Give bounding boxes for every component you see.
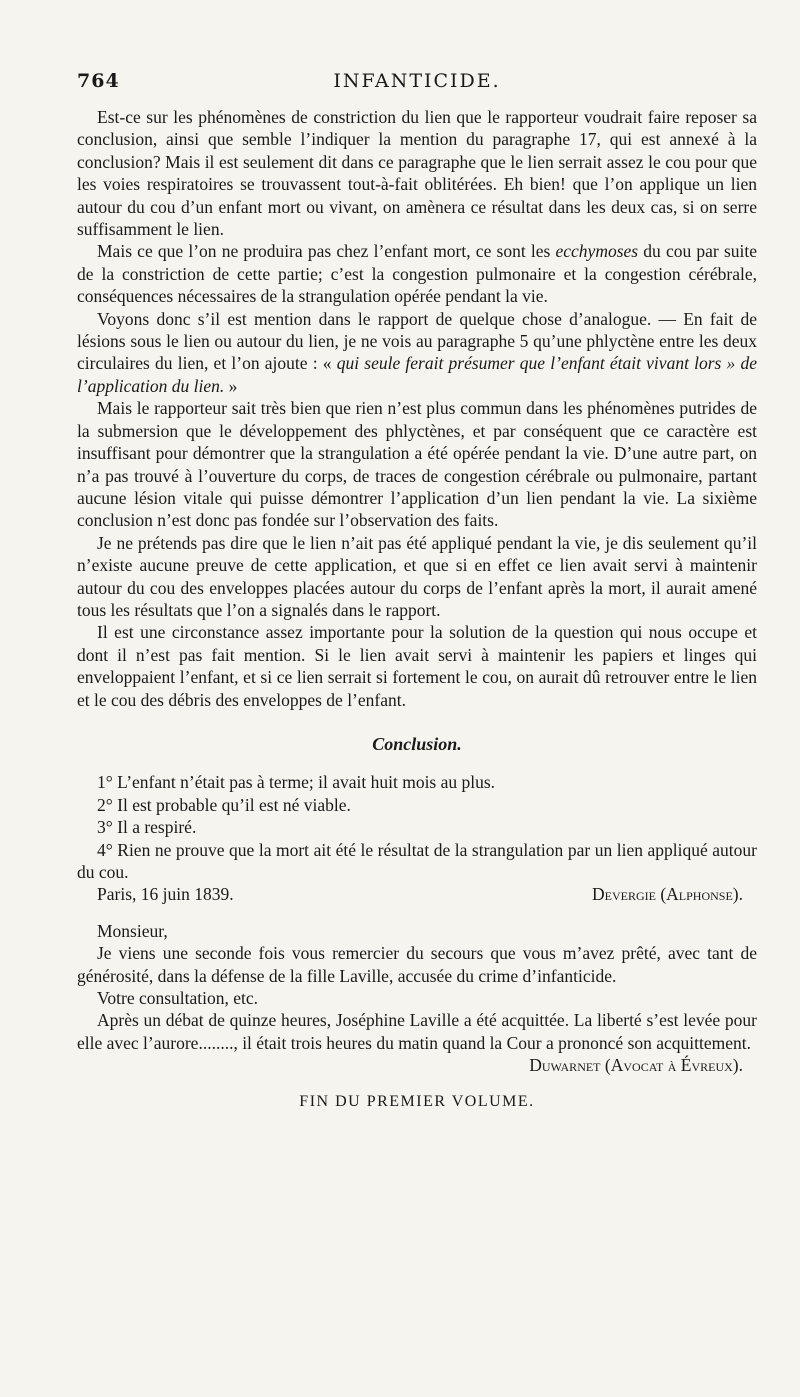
- signatory-name: Devergie (Alphonse).: [591, 884, 743, 905]
- paragraph-1: Est-ce sur les phénomènes de constriction du lien que le rapporteur voudrait faire reposer sa conclusion, ainsi que semble l’indiquer la mention du paragraphe 17, qui est annexé à la conclusion? Mais il est seulement dit dans ce paragraphe que le lien serrait assez le cou pour que les voies respiratoires se trouvassent tout-à-fait oblitérées. Eh bien! que l’on applique un lien autour du cou d’un enfant mort ou vivant, on amènera ce résultat dans les deux cas, si on serre suffisamment le lien.: [77, 107, 757, 240]
- page-number: 764: [77, 70, 120, 92]
- page-body: [77, 106, 757, 1113]
- place-date: Paris, 16 juin 1839.: [97, 884, 234, 905]
- conclusion-heading: Conclusion.: [372, 733, 462, 754]
- paragraph-2: Mais ce que l’on ne produira pas chez l’enfant mort, ce sont les ecchymoses du cou par suite de la constriction de cette partie; c’est la congestion pulmonaire et la congestion cérébrale, conséquences nécessaires de la strangulation opérée pendant la vie.: [77, 241, 757, 307]
- paragraph-5: Je ne prétends pas dire que le lien n’ait pas été appliqué pendant la vie, je dis seulement qu’il n’existe aucune preuve de cette application, et que si en effet ce lien avait servi à maintenir autour du cou des enveloppes placées autour du corps de l’enfant après la mort, il aurait amené tous les résultats que l’on a signalés dans le rapport.: [77, 532, 757, 620]
- letter-closing: Votre consultation, etc.: [97, 988, 259, 1009]
- conclusion-item: 3° Il a respiré.: [97, 817, 197, 838]
- letter-salutation: Monsieur,: [97, 920, 168, 941]
- paragraph-3: Voyons donc s’il est mention dans le rapport de quelque chose d’analogue. — En fait de lésions sous le lien ou autour du lien, je ne vois au paragraphe 5 qu’une phlyctène entre les deux circulaires du lien, et l’on ajoute : « qui seule ferait présumer que l’enfant était vivant lors » de l’application du lien. »: [77, 308, 757, 396]
- letter-outcome: Après un débat de quinze heures, Joséphine Laville a été acquittée. La liberté s’est levée pour elle avec l’aurore........, il était trois heures du matin quand la Cour a prononcé son acquittement.: [77, 1010, 757, 1053]
- running-title: INFANTICIDE.: [333, 70, 501, 92]
- conclusion-item: 4° Rien ne prouve que la mort ait été le résultat de la strangulation par un lien appliqué autour du cou.: [77, 839, 757, 882]
- conclusion-item: 2° Il est probable qu’il est né viable.: [97, 794, 351, 815]
- volume-end-note: FIN DU PREMIER VOLUME.: [299, 1092, 535, 1110]
- italic-term: ecchymoses: [555, 241, 639, 262]
- quoted-passage: qui seule ferait présumer que l’enfant était vivant lors » de l’application du lien.: [77, 353, 757, 396]
- paragraph-6: Il est une circonstance assez importante pour la solution de la question qui nous occupe et dont il n’est pas fait mention. Si le lien avait servi à maintenir les papiers et linges qui enveloppaient l’enfant, et si ce lien serrait si fortement le cou, on aurait dû retrouver entre le lien et le cou des débris des enveloppes de l’enfant.: [77, 622, 757, 710]
- letter-signer: Duwarnet (Avocat à Évreux).: [529, 1055, 743, 1076]
- signature-line: [77, 883, 757, 905]
- conclusion-item: 1° L’enfant n’était pas à terme; il avait huit mois au plus.: [97, 772, 496, 793]
- letter-body: Je viens une seconde fois vous remercier du secours que vous m’avez prêté, avec tant de générosité, dans la défense de la fille Laville, accusée du crime d’infanticide.: [77, 943, 757, 986]
- paragraph-4: Mais le rapporteur sait très bien que rien n’est plus commun dans les phénomènes putrides de la submersion que le développement des phlyctènes, et par conséquent que ce caractère est insuffisant pour démontrer que la strangulation a été opérée pendant la vie. D’une autre part, on n’a pas trouvé à l’ouverture du corps, de traces de congestion cérébrale ou pulmonaire, partant aucune lésion vitale qui puisse démontrer l’application d’un lien pendant la vie. La sixième conclusion n’est donc pas fondée sur l’observation des faits.: [77, 398, 757, 531]
- running-header: [77, 70, 757, 100]
